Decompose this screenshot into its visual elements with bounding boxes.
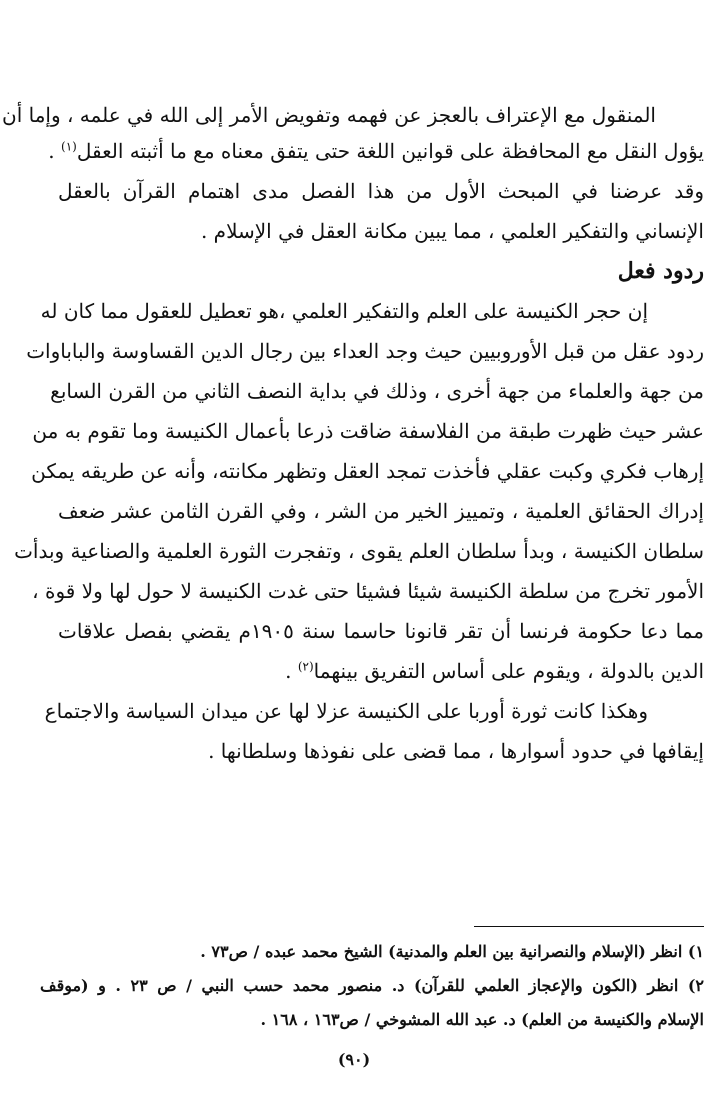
paragraph-1-line-1: المنقول مع الإعتراف بالعجز عن فهمه وتفويض الأمر إلى الله في علمه ، وإما أن bbox=[2, 103, 656, 127]
footnote-2-line-1: ٢) انظر (الكون والإعجاز العلمي للقرآن) د. منصور محمد حسب النبي / ص ٢٣ . و (موقف bbox=[40, 976, 705, 995]
paragraph-2-line-1: وقد عرضنا في المبحث الأول من هذا الفصل مدى اهتمام القرآن بالعقل bbox=[58, 179, 704, 203]
footnote-separator bbox=[474, 926, 704, 927]
paragraph-3-line-3: من جهة والعلماء من جهة أخرى ، وذلك في بداية النصف الثاني من القرن السابع bbox=[50, 379, 704, 403]
section-heading: ردود فعل bbox=[617, 258, 704, 284]
paragraph-3-line-4: عشر حيث ظهرت طبقة من الفلاسفة ضاقت ذرعا بأعمال الكنيسة وما تقوم به من bbox=[32, 419, 704, 443]
paragraph-3-line-2: ردود عقل من قبل الأوروبيين حيث وجد العداء بين رجال الدين القساوسة والباباوات bbox=[26, 339, 704, 363]
paragraph-3-line-8: الأمور تخرج من سلطة الكنيسة شيئا فشيئا حتى غدت الكنيسة لا حول لها ولا قوة ، bbox=[32, 579, 704, 603]
footnote-ref-2: (٢) bbox=[297, 659, 314, 674]
footnote-1: ١) انظر (الإسلام والنصرانية بين العلم والمدنية) الشيخ محمد عبده / ص٧٣ . bbox=[200, 942, 704, 961]
paragraph-3-line-5: إرهاب فكري وكبت عقلي فأخذت تمجد العقل وتظهر مكانته، وأنه عن طريقه يمكن bbox=[31, 459, 704, 483]
paragraph-1-line-2 bbox=[48, 136, 704, 166]
paragraph-3-line-1: إن حجر الكنيسة على العلم والتفكير العلمي ،هو تعطيل للعقول مما كان له bbox=[40, 299, 648, 323]
paragraph-3-line-7: سلطان الكنيسة ، وبدأ سلطان العلم يقوى ، وتفجرت الثورة العلمية والصناعية وبدأت bbox=[14, 539, 704, 563]
paragraph-1-line-2-end: . bbox=[48, 139, 61, 163]
paragraph-3-line-6: إدراك الحقائق العلمية ، وتمييز الخير من الشر ، وفي القرن الثامن عشر ضعف bbox=[58, 499, 704, 523]
paragraph-3-line-10-text: الدين بالدولة ، ويقوم على أساس التفريق بينهما bbox=[313, 659, 704, 683]
footnote-2-line-2: الإسلام والكنيسة من العلم) د. عبد الله المشوخي / ص١٦٣ ، ١٦٨ . bbox=[260, 1010, 704, 1029]
footnote-ref-1: (١) bbox=[61, 139, 77, 154]
page-number: (٩٠) bbox=[337, 1050, 371, 1069]
paragraph-2-line-2: الإنساني والتفكير العلمي ، مما يبين مكانة العقل في الإسلام . bbox=[200, 219, 704, 243]
paragraph-4-line-2: إيقافها في حدود أسوارها ، مما قضى على نفوذها وسلطانها . bbox=[208, 739, 704, 763]
paragraph-4-line-1: وهكذا كانت ثورة أوربا على الكنيسة عزلا لها عن ميدان السياسة والاجتماع bbox=[44, 699, 648, 723]
paragraph-1-line-2-text: يؤول النقل مع المحافظة على قوانين اللغة حتى يتفق معناه مع ما أثبته العقل bbox=[76, 139, 704, 163]
paragraph-3-line-10-end: . bbox=[285, 659, 298, 683]
paragraph-3-line-10 bbox=[58, 656, 704, 686]
paragraph-3-line-9: مما دعا حكومة فرنسا أن تقر قانونا حاسما سنة ١٩٠٥م يقضي بفصل علاقات bbox=[58, 619, 704, 643]
